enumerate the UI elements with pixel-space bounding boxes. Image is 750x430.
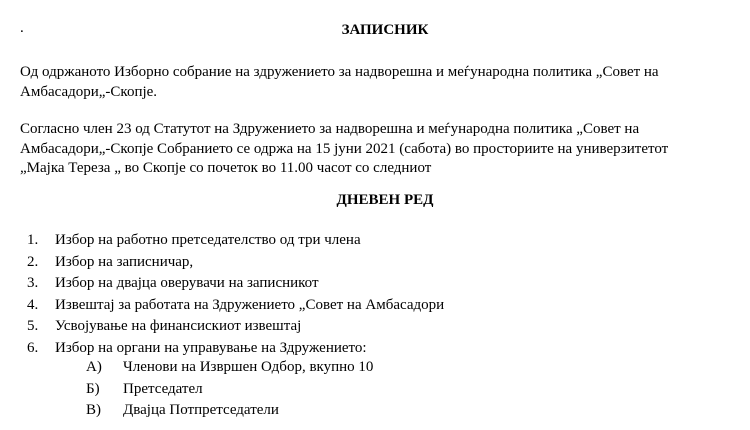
agenda-item (27, 230, 444, 252)
agenda-sublist (86, 357, 373, 422)
agenda-item-text: Избор на записничар, (55, 253, 194, 270)
agenda-item (27, 316, 444, 338)
sub-item-text: Двајца Потпретседатели (123, 402, 279, 419)
agenda-item-text: Избор на органи на управување на Здружението: (55, 339, 367, 356)
body-line: „Мајка Тереза „ во Скопје со почеток во 11.00 часот со следниот (20, 160, 432, 176)
sub-item (86, 400, 373, 422)
sub-item-text: Членови на Извршен Одбор, вкупно 10 (123, 359, 374, 375)
agenda-item-number: 4. (27, 296, 39, 313)
sub-item-letter: Б) (86, 380, 100, 397)
sub-item-text: Претседател (123, 380, 203, 397)
agenda-list (27, 230, 444, 360)
agenda-title: ДНЕВЕН РЕД (336, 192, 434, 208)
intro-paragraph (20, 63, 750, 102)
body-line: Согласно член 23 од Статутот на Здружението за надворешна и меѓународна политика „Совет на (20, 121, 640, 137)
agenda-item-number: 2. (27, 253, 39, 270)
agenda-item-text: Усвојување на финансискиот извештај (55, 318, 302, 335)
agenda-item-number: 3. (27, 275, 39, 292)
agenda-item-number: 5. (27, 318, 39, 335)
sub-item (86, 379, 373, 401)
document-title: ЗАПИСНИК (341, 22, 429, 38)
body-paragraph (20, 120, 750, 179)
agenda-item-number: 6. (27, 339, 39, 356)
agenda-item-text: Извештај за работата на Здружението „Совет на Амбасадори (55, 296, 445, 313)
body-line: Амбасадори„-Скопје Собранието се одржа на 15 јуни 2021 (сабота) во просториите на универзитетот (20, 140, 669, 157)
intro-line: Од одржаното Изборно собрание на здружението за надворешна и меѓународна политика „Совет на (20, 64, 659, 80)
agenda-item (27, 252, 444, 274)
stray-dot: . (20, 20, 24, 36)
sub-item-letter: А) (86, 359, 102, 375)
agenda-item-number: 1. (27, 232, 39, 248)
intro-line: Амбасадори„-Скопје. (20, 83, 158, 100)
sub-item (86, 357, 373, 379)
agenda-item-text: Избор на работно претседателство од три члена (55, 232, 361, 248)
agenda-item (27, 295, 444, 317)
sub-item-letter: В) (86, 402, 101, 419)
agenda-item (27, 273, 444, 295)
agenda-item-text: Избор на двајца оверувачи на записникот (55, 275, 319, 292)
